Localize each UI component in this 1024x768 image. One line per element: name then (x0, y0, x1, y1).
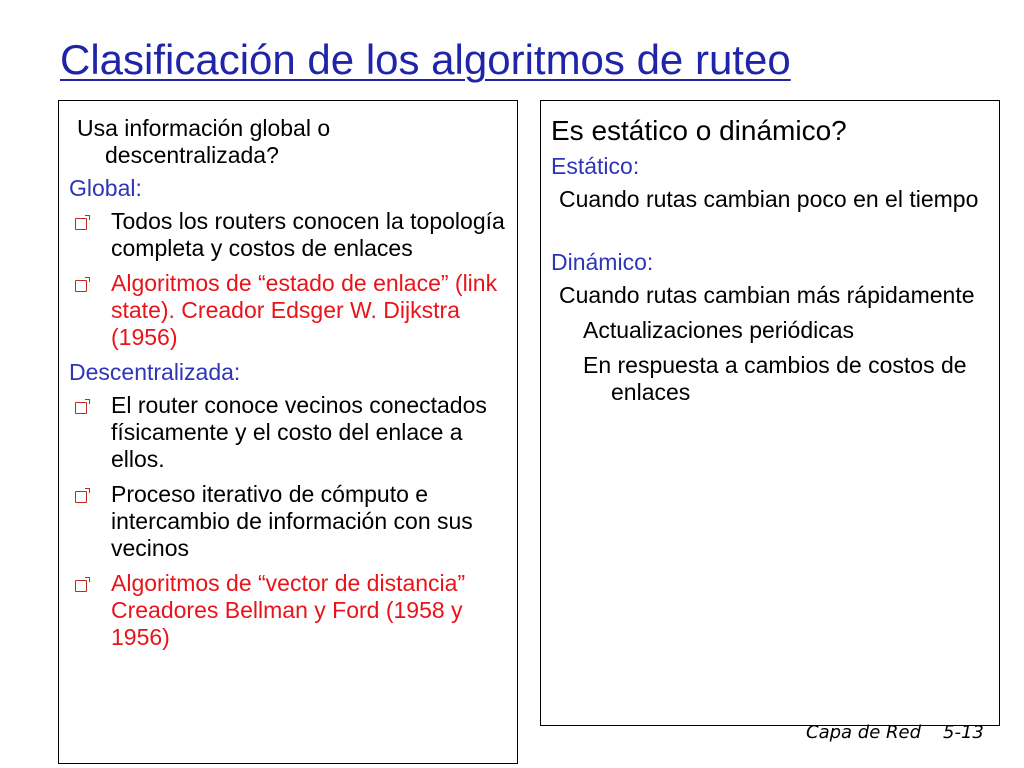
bullet-text: El router conoce vecinos conectados físicamente y el costo del enlace a ellos. (111, 392, 487, 472)
square-bullet-icon (75, 402, 87, 414)
right-panel-static-vs-dynamic (540, 100, 1000, 726)
list-item (69, 392, 507, 473)
left-panel-global-vs-decentralized (58, 100, 518, 764)
square-bullet-icon (75, 491, 87, 503)
slide-footer (806, 722, 1006, 743)
square-bullet-icon (75, 218, 87, 230)
dynamic-heading: Dinámico: (551, 249, 654, 275)
list-item (69, 270, 507, 351)
static-text: Cuando rutas cambian poco en el tiempo (559, 186, 979, 212)
list-item (69, 570, 507, 651)
bullet-text: Algoritmos de “estado de enlace” (link state). Creador Edsger W. Dijkstra (1956) (111, 270, 498, 350)
right-question: Es estático o dinámico? (551, 115, 847, 146)
bullet-text: Proceso iterativo de cómputo e intercambio de información con sus vecinos (111, 481, 473, 561)
dynamic-item: En respuesta a cambios de costos de enlaces (583, 352, 967, 405)
page-title: Clasificación de los algoritmos de ruteo (60, 36, 791, 83)
dynamic-item: Actualizaciones periódicas (583, 317, 855, 343)
static-heading: Estático: (551, 153, 640, 179)
left-question: Usa información global o descentralizada? (77, 115, 331, 168)
decentralized-heading: Descentralizada: (69, 359, 241, 385)
square-bullet-icon (75, 280, 87, 292)
square-bullet-icon (75, 580, 87, 592)
bullet-text: Todos los routers conocen la topología completa y costos de enlaces (111, 208, 505, 261)
spacer (551, 221, 989, 249)
list-item (69, 208, 507, 262)
footer-chapter: Capa de Red (806, 722, 922, 743)
footer-page-number: 5-13 (943, 722, 984, 743)
global-heading: Global: (69, 175, 142, 201)
bullet-text: Algoritmos de “vector de distancia” Creadores Bellman y Ford (1958 y 1956) (111, 570, 466, 650)
dynamic-text: Cuando rutas cambian más rápidamente (559, 282, 975, 308)
list-item (69, 481, 507, 562)
